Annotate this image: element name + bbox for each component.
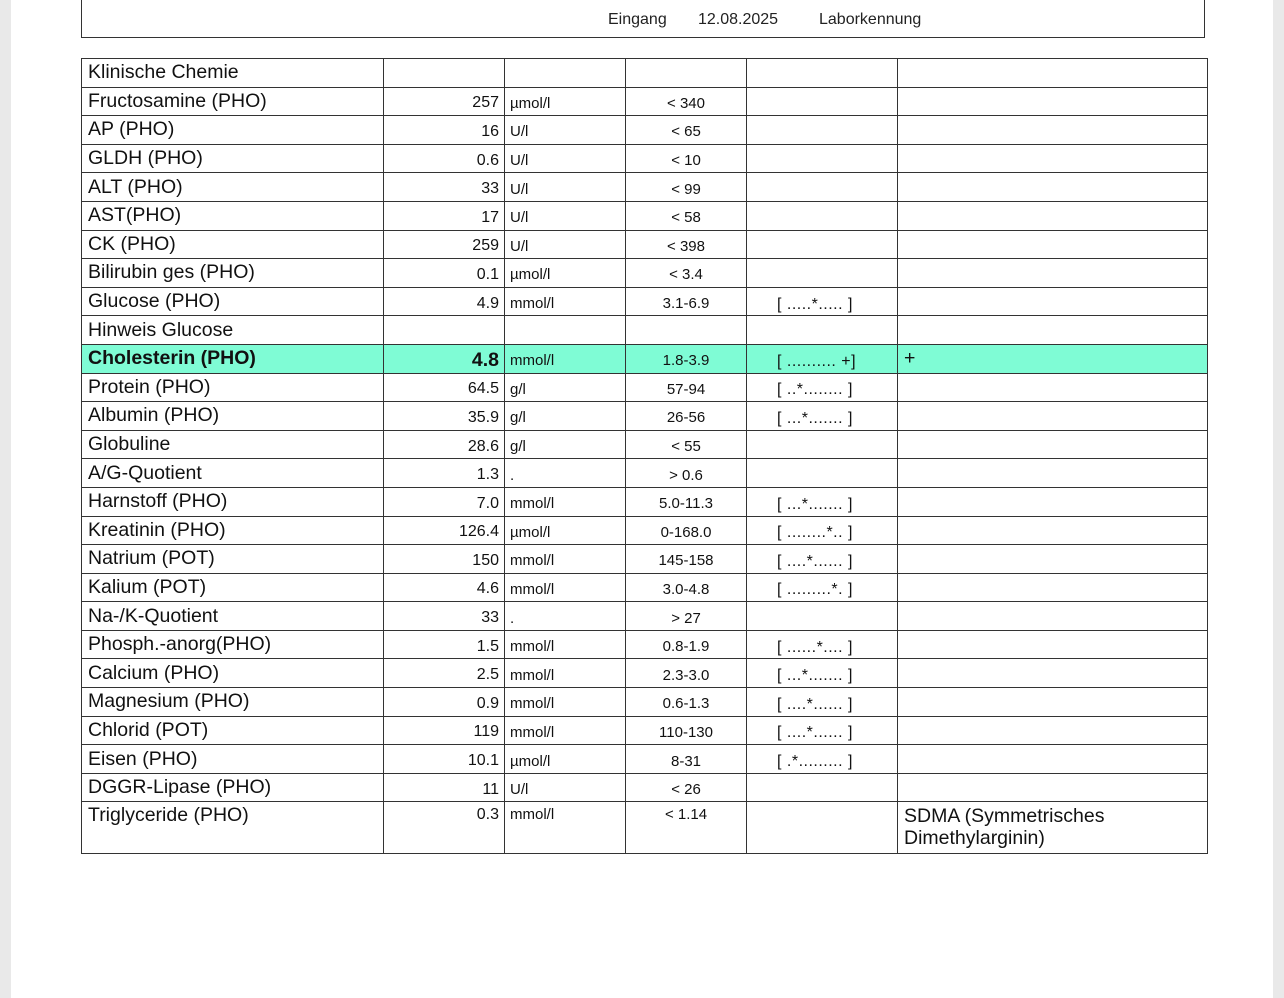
test-name: Phosph.-anorg(PHO) bbox=[82, 630, 384, 659]
reference-range: > 27 bbox=[626, 602, 747, 631]
test-note bbox=[898, 573, 1208, 602]
test-note bbox=[898, 430, 1208, 459]
table-row bbox=[82, 373, 1208, 402]
reference-range: 57-94 bbox=[626, 373, 747, 402]
range-indicator: [ ..*........ ] bbox=[747, 373, 898, 402]
table-row bbox=[82, 745, 1208, 774]
test-name: Kreatinin (PHO) bbox=[82, 516, 384, 545]
test-unit: U/l bbox=[505, 773, 626, 802]
range-indicator: [ .........*. ] bbox=[747, 573, 898, 602]
range-indicator bbox=[747, 459, 898, 488]
table-row bbox=[82, 87, 1208, 116]
table-row bbox=[82, 430, 1208, 459]
table-row bbox=[82, 602, 1208, 631]
laborkennung-label: Laborkennung bbox=[819, 11, 922, 28]
test-name: AP (PHO) bbox=[82, 116, 384, 145]
section-row bbox=[82, 59, 1208, 88]
table-row bbox=[82, 344, 1208, 373]
range-indicator: [ ...*....... ] bbox=[747, 402, 898, 431]
test-note bbox=[898, 659, 1208, 688]
test-unit: g/l bbox=[505, 430, 626, 459]
range-indicator bbox=[747, 144, 898, 173]
test-note bbox=[898, 602, 1208, 631]
test-unit: µmol/l bbox=[505, 745, 626, 774]
lab-results-body bbox=[82, 59, 1208, 854]
test-value: 7.0 bbox=[384, 487, 505, 516]
test-note bbox=[898, 459, 1208, 488]
test-name: Protein (PHO) bbox=[82, 373, 384, 402]
lab-results-table bbox=[81, 58, 1208, 854]
test-name: Hinweis Glucose bbox=[82, 316, 384, 345]
test-note bbox=[898, 716, 1208, 745]
reference-range: > 0.6 bbox=[626, 459, 747, 488]
table-row bbox=[82, 545, 1208, 574]
test-value: 33 bbox=[384, 173, 505, 202]
test-unit: µmol/l bbox=[505, 259, 626, 288]
test-name: Kalium (POT) bbox=[82, 573, 384, 602]
test-note bbox=[898, 373, 1208, 402]
test-value: 16 bbox=[384, 116, 505, 145]
reference-range: 5.0-11.3 bbox=[626, 487, 747, 516]
test-note bbox=[898, 545, 1208, 574]
test-name: A/G-Quotient bbox=[82, 459, 384, 488]
test-note bbox=[898, 144, 1208, 173]
test-name: AST(PHO) bbox=[82, 201, 384, 230]
table-row bbox=[82, 230, 1208, 259]
reference-range: 1.8-3.9 bbox=[626, 344, 747, 373]
test-name: Albumin (PHO) bbox=[82, 402, 384, 431]
table-row bbox=[82, 287, 1208, 316]
range-indicator bbox=[747, 87, 898, 116]
reference-range: < 55 bbox=[626, 430, 747, 459]
test-value: 4.9 bbox=[384, 287, 505, 316]
reference-range: 0.8-1.9 bbox=[626, 630, 747, 659]
test-unit: . bbox=[505, 459, 626, 488]
test-name: ALT (PHO) bbox=[82, 173, 384, 202]
reference-range bbox=[626, 316, 747, 345]
reference-range: < 1.14 bbox=[626, 802, 747, 854]
test-unit bbox=[505, 316, 626, 345]
test-unit: mmol/l bbox=[505, 287, 626, 316]
range-indicator: [ ...*....... ] bbox=[747, 487, 898, 516]
report-header bbox=[81, 0, 1205, 38]
reference-range: 110-130 bbox=[626, 716, 747, 745]
range-indicator bbox=[747, 201, 898, 230]
test-note bbox=[898, 402, 1208, 431]
range-indicator bbox=[747, 773, 898, 802]
test-value: 259 bbox=[384, 230, 505, 259]
range-indicator: [ .......... +] bbox=[747, 344, 898, 373]
test-value: 4.8 bbox=[384, 344, 505, 373]
test-unit: mmol/l bbox=[505, 344, 626, 373]
test-note bbox=[898, 773, 1208, 802]
reference-range: 3.0-4.8 bbox=[626, 573, 747, 602]
range-indicator bbox=[747, 802, 898, 854]
range-indicator: [ .....*..... ] bbox=[747, 287, 898, 316]
test-unit: U/l bbox=[505, 201, 626, 230]
test-note bbox=[898, 316, 1208, 345]
test-value: 33 bbox=[384, 602, 505, 631]
test-value: 0.9 bbox=[384, 688, 505, 717]
test-value: 17 bbox=[384, 201, 505, 230]
test-unit: mmol/l bbox=[505, 659, 626, 688]
range-indicator: [ ....*...... ] bbox=[747, 545, 898, 574]
range-indicator: [ ........*.. ] bbox=[747, 516, 898, 545]
test-unit: mmol/l bbox=[505, 688, 626, 717]
reference-range: < 99 bbox=[626, 173, 747, 202]
test-name: Triglyceride (PHO) bbox=[82, 802, 384, 854]
table-row bbox=[82, 716, 1208, 745]
test-unit: g/l bbox=[505, 402, 626, 431]
test-name: Glucose (PHO) bbox=[82, 287, 384, 316]
test-name: Na-/K-Quotient bbox=[82, 602, 384, 631]
range-indicator bbox=[747, 602, 898, 631]
table-row bbox=[82, 459, 1208, 488]
test-value: 1.3 bbox=[384, 459, 505, 488]
test-value: 126.4 bbox=[384, 516, 505, 545]
eingang-label: Eingang bbox=[608, 11, 667, 28]
test-unit: µmol/l bbox=[505, 87, 626, 116]
test-value: 150 bbox=[384, 545, 505, 574]
test-unit: U/l bbox=[505, 116, 626, 145]
test-note bbox=[898, 487, 1208, 516]
test-unit: U/l bbox=[505, 230, 626, 259]
test-unit: g/l bbox=[505, 373, 626, 402]
test-value: 2.5 bbox=[384, 659, 505, 688]
test-note bbox=[898, 87, 1208, 116]
reference-range: 145-158 bbox=[626, 545, 747, 574]
test-unit: mmol/l bbox=[505, 545, 626, 574]
table-row bbox=[82, 259, 1208, 288]
test-note bbox=[898, 745, 1208, 774]
table-row bbox=[82, 773, 1208, 802]
test-name: GLDH (PHO) bbox=[82, 144, 384, 173]
reference-range: 3.1-6.9 bbox=[626, 287, 747, 316]
range-indicator: [ ......*.... ] bbox=[747, 630, 898, 659]
test-note bbox=[898, 287, 1208, 316]
table-row bbox=[82, 316, 1208, 345]
test-note bbox=[898, 201, 1208, 230]
test-name: Cholesterin (PHO) bbox=[82, 344, 384, 373]
test-value: 10.1 bbox=[384, 745, 505, 774]
test-value: 0.3 bbox=[384, 802, 505, 854]
range-indicator bbox=[747, 173, 898, 202]
reference-range: 0-168.0 bbox=[626, 516, 747, 545]
table-row bbox=[82, 659, 1208, 688]
test-value: 11 bbox=[384, 773, 505, 802]
table-row bbox=[82, 173, 1208, 202]
table-row bbox=[82, 402, 1208, 431]
test-value bbox=[384, 316, 505, 345]
range-indicator bbox=[747, 430, 898, 459]
range-indicator: [ ....*...... ] bbox=[747, 688, 898, 717]
test-note: + bbox=[898, 344, 1208, 373]
test-unit: mmol/l bbox=[505, 573, 626, 602]
empty-cell bbox=[747, 59, 898, 88]
range-indicator bbox=[747, 230, 898, 259]
empty-cell bbox=[505, 59, 626, 88]
test-value: 0.1 bbox=[384, 259, 505, 288]
test-note bbox=[898, 173, 1208, 202]
test-note bbox=[898, 259, 1208, 288]
section-title: Klinische Chemie bbox=[82, 59, 384, 88]
test-name: Fructosamine (PHO) bbox=[82, 87, 384, 116]
table-row bbox=[82, 630, 1208, 659]
test-note: SDMA (Symmetrisches Dimethylarginin) bbox=[898, 802, 1208, 854]
test-value: 28.6 bbox=[384, 430, 505, 459]
range-indicator: [ ...*....... ] bbox=[747, 659, 898, 688]
reference-range: 26-56 bbox=[626, 402, 747, 431]
table-row bbox=[82, 201, 1208, 230]
reference-range: < 26 bbox=[626, 773, 747, 802]
reference-range: 0.6-1.3 bbox=[626, 688, 747, 717]
test-value: 257 bbox=[384, 87, 505, 116]
table-row bbox=[82, 144, 1208, 173]
table-row bbox=[82, 573, 1208, 602]
empty-cell bbox=[898, 59, 1208, 88]
table-row bbox=[82, 802, 1208, 854]
test-unit: mmol/l bbox=[505, 716, 626, 745]
test-unit: U/l bbox=[505, 173, 626, 202]
test-value: 0.6 bbox=[384, 144, 505, 173]
test-name: Chlorid (POT) bbox=[82, 716, 384, 745]
test-name: Calcium (PHO) bbox=[82, 659, 384, 688]
reference-range: < 398 bbox=[626, 230, 747, 259]
test-note bbox=[898, 230, 1208, 259]
table-row bbox=[82, 516, 1208, 545]
test-name: Harnstoff (PHO) bbox=[82, 487, 384, 516]
reference-range: < 10 bbox=[626, 144, 747, 173]
test-value: 119 bbox=[384, 716, 505, 745]
range-indicator bbox=[747, 116, 898, 145]
test-value: 35.9 bbox=[384, 402, 505, 431]
test-note bbox=[898, 516, 1208, 545]
range-indicator bbox=[747, 316, 898, 345]
empty-cell bbox=[384, 59, 505, 88]
table-row bbox=[82, 116, 1208, 145]
test-name: DGGR-Lipase (PHO) bbox=[82, 773, 384, 802]
test-unit: mmol/l bbox=[505, 487, 626, 516]
test-name: Natrium (POT) bbox=[82, 545, 384, 574]
table-row bbox=[82, 487, 1208, 516]
test-name: Bilirubin ges (PHO) bbox=[82, 259, 384, 288]
reference-range: < 3.4 bbox=[626, 259, 747, 288]
range-indicator bbox=[747, 259, 898, 288]
eingang-date: 12.08.2025 bbox=[698, 11, 779, 28]
table-row bbox=[82, 688, 1208, 717]
test-note bbox=[898, 630, 1208, 659]
test-unit: mmol/l bbox=[505, 802, 626, 854]
test-name: CK (PHO) bbox=[82, 230, 384, 259]
test-unit: U/l bbox=[505, 144, 626, 173]
test-value: 1.5 bbox=[384, 630, 505, 659]
test-unit: . bbox=[505, 602, 626, 631]
test-name: Globuline bbox=[82, 430, 384, 459]
range-indicator: [ ....*...... ] bbox=[747, 716, 898, 745]
test-unit: µmol/l bbox=[505, 516, 626, 545]
reference-range: 2.3-3.0 bbox=[626, 659, 747, 688]
reference-range: < 340 bbox=[626, 87, 747, 116]
test-note bbox=[898, 116, 1208, 145]
range-indicator: [ .*......... ] bbox=[747, 745, 898, 774]
test-value: 64.5 bbox=[384, 373, 505, 402]
test-name: Eisen (PHO) bbox=[82, 745, 384, 774]
empty-cell bbox=[626, 59, 747, 88]
test-name: Magnesium (PHO) bbox=[82, 688, 384, 717]
reference-range: < 58 bbox=[626, 201, 747, 230]
test-unit: mmol/l bbox=[505, 630, 626, 659]
test-value: 4.6 bbox=[384, 573, 505, 602]
test-note bbox=[898, 688, 1208, 717]
reference-range: < 65 bbox=[626, 116, 747, 145]
reference-range: 8-31 bbox=[626, 745, 747, 774]
